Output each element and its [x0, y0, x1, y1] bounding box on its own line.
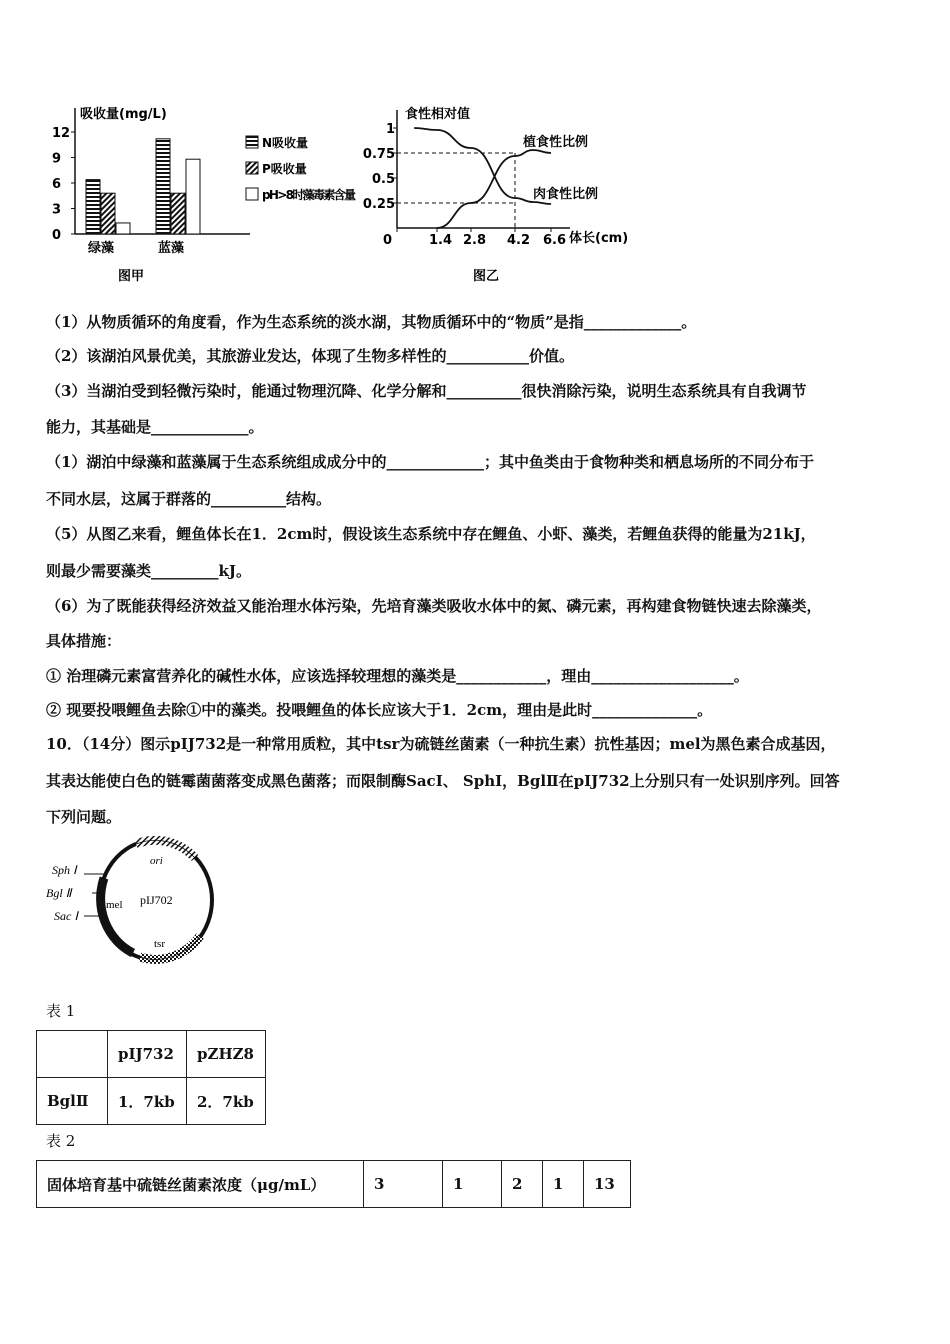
- question-line-12: ② 现要投喂鲤鱼去除①中的藻类。投喂鲤鱼的体长应该大于1．2cm，理由是此时______________。: [46, 701, 713, 719]
- table2-cell-0: 固体培育基中硫链丝菌素浓度（μg/mL）: [37, 1161, 364, 1208]
- plasmid-site-bgl: Bgl Ⅱ: [46, 886, 72, 900]
- question-line-11: ① 治理磷元素富营养化的碱性水体，应该选择较理想的藻类是____________，理由___________________。: [46, 667, 749, 685]
- jia-bar: [156, 139, 170, 234]
- plasmid-diagram: [40, 836, 230, 976]
- jia-legend-1: P吸收量: [262, 162, 307, 176]
- table1-header-0: [37, 1031, 108, 1078]
- question-line-3: （3）当湖泊受到轻微污染时，能通过物理沉降、化学分解和__________很快消除污染，说明生态系统具有自我调节: [46, 382, 807, 400]
- question-line-2: （2）该湖泊风景优美，其旅游业发达，体现了生物多样性的___________价值。: [46, 347, 574, 365]
- jia-bar: [186, 159, 200, 234]
- plasmid-tsr: tsr: [154, 938, 165, 950]
- yi-x-tick-label: 2.8: [463, 233, 487, 248]
- jia-bar: [171, 193, 185, 234]
- yi-y-tick-label: 1: [385, 122, 395, 137]
- table1: [36, 1030, 266, 1125]
- jia-tick-label: 0: [52, 228, 62, 243]
- jia-legend-0: N吸收量: [262, 136, 309, 150]
- yi-caption: 图乙: [473, 269, 500, 284]
- question-line-14: 其表达能使白色的链霉菌菌落变成黑色菌落；而限制酶SacⅠ、 SphⅠ，BglⅡ在pIJ732上分别只有一处识别序列。回答: [46, 772, 840, 790]
- yi-x-tick-label: 4.2: [507, 233, 531, 248]
- question-line-6: 不同水层，这属于群落的__________结构。: [46, 490, 332, 508]
- yi-y-tick-label: 0.75: [362, 147, 395, 162]
- table1-header-1: pIJ732: [108, 1031, 187, 1078]
- yi-label-plant: 植食性比例: [523, 135, 589, 150]
- jia-tick-label: 6: [52, 177, 62, 192]
- yi-label-meat: 肉食性比例: [533, 187, 599, 202]
- jia-bar: [86, 180, 100, 234]
- jia-tick-label: 3: [52, 202, 62, 218]
- question-line-9: （6）为了既能获得经济效益又能治理水体污染，先培育藻类吸收水体中的氮、磷元素，再构建食物链快速去除藻类，: [46, 597, 822, 615]
- jia-legend-2: pH>8时藻毒素含量: [262, 188, 356, 202]
- table2-cell-3: 2: [502, 1161, 543, 1208]
- table2: [36, 1160, 631, 1208]
- yi-x-tick-label: 6.6: [543, 233, 567, 248]
- jia-tick-label: 9: [52, 151, 62, 167]
- jia-caption: 图甲: [118, 269, 145, 284]
- question-line-7: （5）从图乙来看，鲤鱼体长在1．2cm时，假设该生态系统中存在鲤鱼、小虾、藻类，若鲤鱼获得的能量为21kJ，: [46, 525, 816, 543]
- plasmid-ori: ori: [150, 855, 163, 867]
- yi-x-title: 体长(cm): [569, 231, 629, 246]
- yi-y-title: 食性相对值: [405, 107, 471, 122]
- yi-x-tick-label: 0: [383, 233, 393, 248]
- jia-tick-label: 12: [52, 126, 71, 141]
- plasmid-name: pIJ702: [140, 893, 173, 907]
- table1-cell-1: 1．7kb: [108, 1078, 187, 1125]
- table2-caption: 表 2: [46, 1132, 76, 1150]
- yi-y-tick-label: 0.5: [371, 172, 395, 187]
- table2-cell-4: 1: [543, 1161, 584, 1208]
- jia-category-1: 蓝藻: [158, 241, 185, 256]
- table1-cell-2: 2．7kb: [187, 1078, 266, 1125]
- jia-y-title: 吸收量(mg/L): [80, 107, 167, 122]
- plasmid-mel: mel: [106, 899, 123, 911]
- table2-cell-2: 1: [443, 1161, 502, 1208]
- question-line-4: 能力，其基础是_____________。: [46, 418, 264, 436]
- plasmid-site-sac: Sac Ⅰ: [54, 909, 78, 923]
- question-line-8: 则最少需要藻类_________kJ。: [46, 562, 251, 580]
- plasmid-site-sph: Sph Ⅰ: [52, 863, 77, 877]
- question-line-13: 10．（14分）图示pIJ732是一种常用质粒，其中tsr为硫链丝菌素（一种抗生素）抗性基因；mel为黑色素合成基因，: [46, 735, 836, 753]
- yi-y-tick-label: 0.25: [362, 197, 395, 212]
- question-line-5: （1）湖泊中绿藻和蓝藻属于生态系统组成成分中的_____________；其中鱼类由于食物种类和栖息场所的不同分布于: [46, 453, 814, 471]
- table2-cell-1: 3: [364, 1161, 443, 1208]
- question-line-10: 具体措施：: [46, 632, 122, 650]
- jia-bar: [101, 193, 115, 234]
- figure-yi: [355, 100, 655, 290]
- table1-caption: 表 1: [46, 1002, 76, 1020]
- table2-cell-5: 13: [584, 1161, 631, 1208]
- question-line-1: （1）从物质循环的角度看，作为生态系统的淡水湖，其物质循环中的“物质”是指_____________。: [46, 313, 697, 331]
- jia-category-0: 绿藻: [88, 241, 115, 256]
- yi-x-tick-label: 1.4: [429, 233, 453, 248]
- figure-jia: [40, 100, 370, 290]
- table1-header-2: pZHZ8: [187, 1031, 266, 1078]
- table1-cell-0: BglⅡ: [37, 1078, 108, 1125]
- question-line-15: 下列问题。: [46, 808, 122, 826]
- jia-bar: [116, 223, 130, 234]
